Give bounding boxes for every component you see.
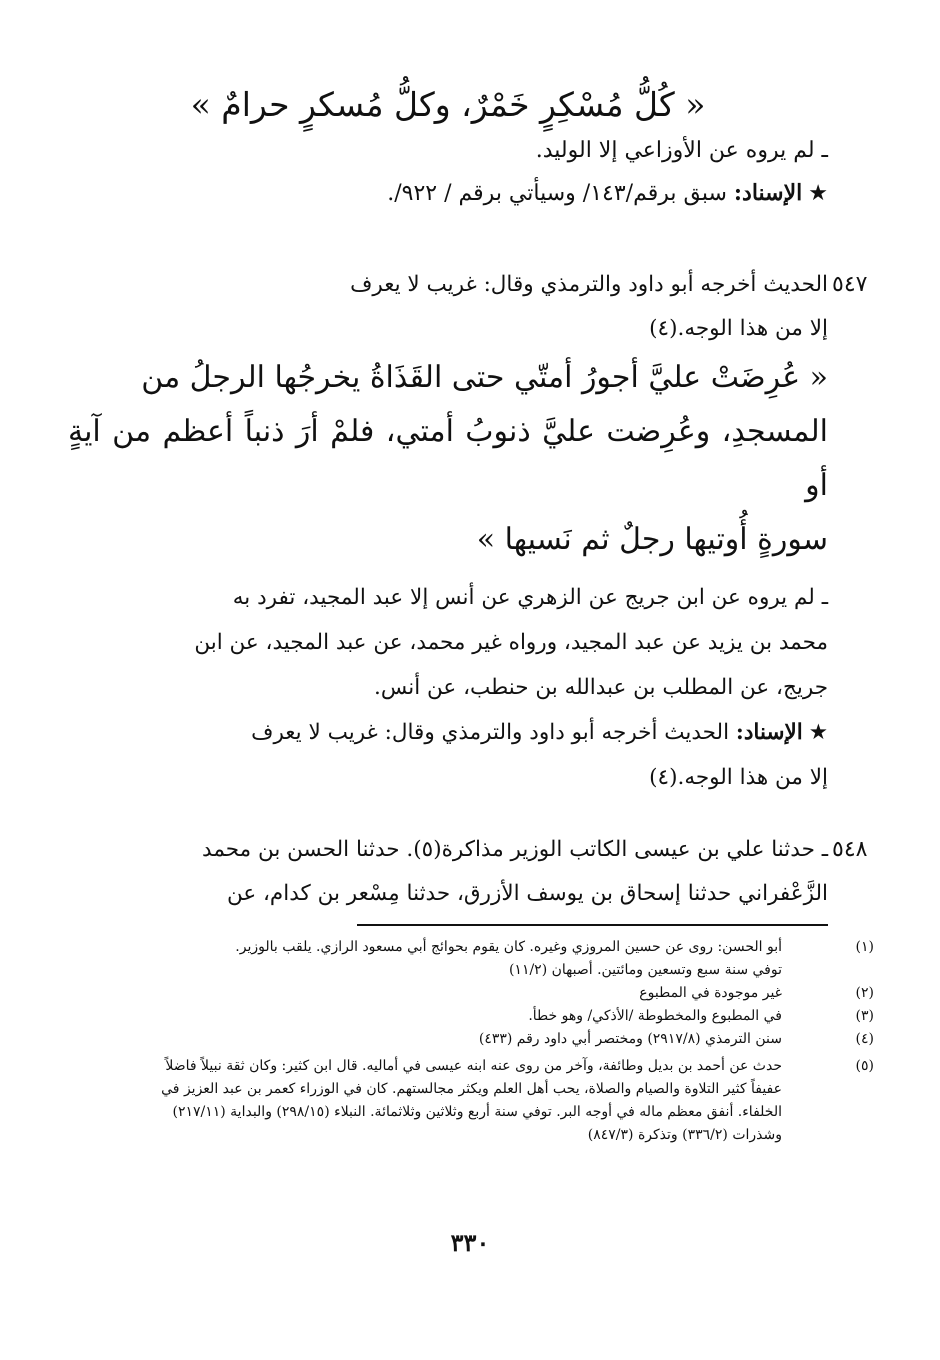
page-number: ٣٣٠ bbox=[450, 1228, 490, 1257]
matn-line: المسجدِ، وعُرِضت عليَّ ذنوبُ أمتي، فلمْ أرَ ذنباً أعظم من آيةٍ أو bbox=[68, 414, 828, 503]
footnote bbox=[68, 1005, 874, 1028]
narration-comment: ـ لم يروه عن الأوزاعي إلا الوليد. bbox=[535, 138, 828, 163]
footnote-number: (٤) bbox=[855, 1031, 874, 1047]
footnote-line: في المطبوع والمخطوطة /الأذكي/ وهو خطأ. bbox=[528, 1008, 782, 1024]
footnote-line: سنن الترمذي (٢٩١٧/٨) ومختصر أبي داود رقم (٤٣٣) bbox=[478, 1031, 782, 1047]
footnote-line: عفيفاً كثير التلاوة والصيام والصلاة، يحب أهل العلم ويكثر مجالستهم. كان في الوزراء كعمر بن عبد العزيز في bbox=[161, 1081, 782, 1097]
hadith-number: ٥٤٧ bbox=[832, 272, 868, 297]
isnad-line: الحديث أخرجه أبو داود والترمذي وقال: غريب لا يعرف bbox=[350, 272, 828, 297]
footnote bbox=[68, 1055, 874, 1147]
isnad-text: سبق برقم/١٤٣/ وسيأتي برقم / ٩٢٢/. bbox=[387, 181, 727, 206]
matn-line: « عُرِضَتْ عليَّ أجورُ أمتّي حتى القَذَاةُ يخرجُها الرجلُ من bbox=[141, 360, 828, 395]
hadith-entry-548 bbox=[68, 828, 868, 916]
footnote-number: (٥) bbox=[855, 1058, 874, 1074]
footnote-number: (١) bbox=[855, 939, 874, 955]
footnote-line: حدث عن أحمد بن بديل وطائفة، وآخر من روى عنه ابنه عيسى في أماليه. قال ابن كثير: وكان ثقة نبيلاً فاضلاً bbox=[165, 1058, 782, 1074]
footnote bbox=[68, 1028, 874, 1051]
footnote-number: (٣) bbox=[855, 1008, 874, 1024]
star-icon: ★ bbox=[808, 720, 828, 745]
comment-line: جريج، عن المطلب بن عبدالله بن حنطب، عن أنس. bbox=[374, 675, 828, 700]
footnote-line: الخلفاء. أنفق معظم ماله في أوجه البر. توفي سنة أربع وثلاثين وثلاثمائة. النبلاء (٢٩٨/١٥) والبداية (٢١٧/١١) bbox=[172, 1104, 782, 1120]
comment-line: محمد بن يزيد عن عبد المجيد، ورواه غير محمد، عن عبد المجيد، عن ابن bbox=[194, 630, 828, 655]
isnad-text: الحديث أخرجه أبو داود والترمذي وقال: غريب لا يعرف bbox=[251, 720, 730, 745]
footnotes bbox=[68, 936, 874, 1147]
star-icon: ★ bbox=[808, 181, 828, 206]
isnad-text: إلا من هذا الوجه.(٤) bbox=[649, 765, 828, 790]
isnad-label: الإسناد: bbox=[733, 180, 803, 206]
footnote-line: توفي سنة سبع وتسعين ومائتين. أصبهان (١١/٢) bbox=[508, 962, 782, 978]
isnad-note bbox=[68, 172, 828, 215]
isnad-label: الإسناد: bbox=[735, 720, 803, 745]
footnote-line: أبو الحسن: روى عن حسين المروزي وغيره. كان يقوم بحوائج أبي مسعود الرازي. يلقب بالوزير. bbox=[235, 939, 782, 955]
comment-line: ـ لم يروه عن ابن جريج عن الزهري عن أنس إلا عبد المجيد، تفرد به bbox=[232, 585, 828, 610]
isnad-line: ـ حدثنا علي بن عيسى الكاتب الوزير مذاكرة(٥). حدثنا الحسن بن محمد bbox=[202, 837, 828, 862]
footnote bbox=[68, 936, 874, 982]
footnote bbox=[68, 982, 874, 1005]
isnad-note bbox=[68, 710, 828, 755]
isnad-line: إلا من هذا الوجه.(٤) bbox=[649, 316, 828, 341]
footnote-number: (٢) bbox=[855, 985, 874, 1001]
footnote-line: وشذرات (٣٣٦/٢) وتذكرة (٨٤٧/٣) bbox=[587, 1127, 782, 1143]
footnote-divider bbox=[357, 924, 828, 926]
footnote-line: غير موجودة في المطبوع bbox=[639, 985, 782, 1001]
hadith-number: ٥٤٨ bbox=[832, 837, 868, 862]
hadith-text: « كُلُّ مُسْكِرٍ خَمْرٌ، وكلُّ مُسكرٍ حرامٌ » bbox=[190, 85, 706, 124]
page-body bbox=[68, 80, 874, 1360]
isnad-line: الزَّعْفراني حدثنا إسحاق بن يوسف الأزرق، حدثنا مِسْعر بن كدام، عن bbox=[226, 881, 828, 906]
hadith-entry-547 bbox=[68, 263, 868, 800]
matn-line: سورةٍ أُوتيها رجلٌ ثم نَسيها » bbox=[476, 522, 828, 557]
